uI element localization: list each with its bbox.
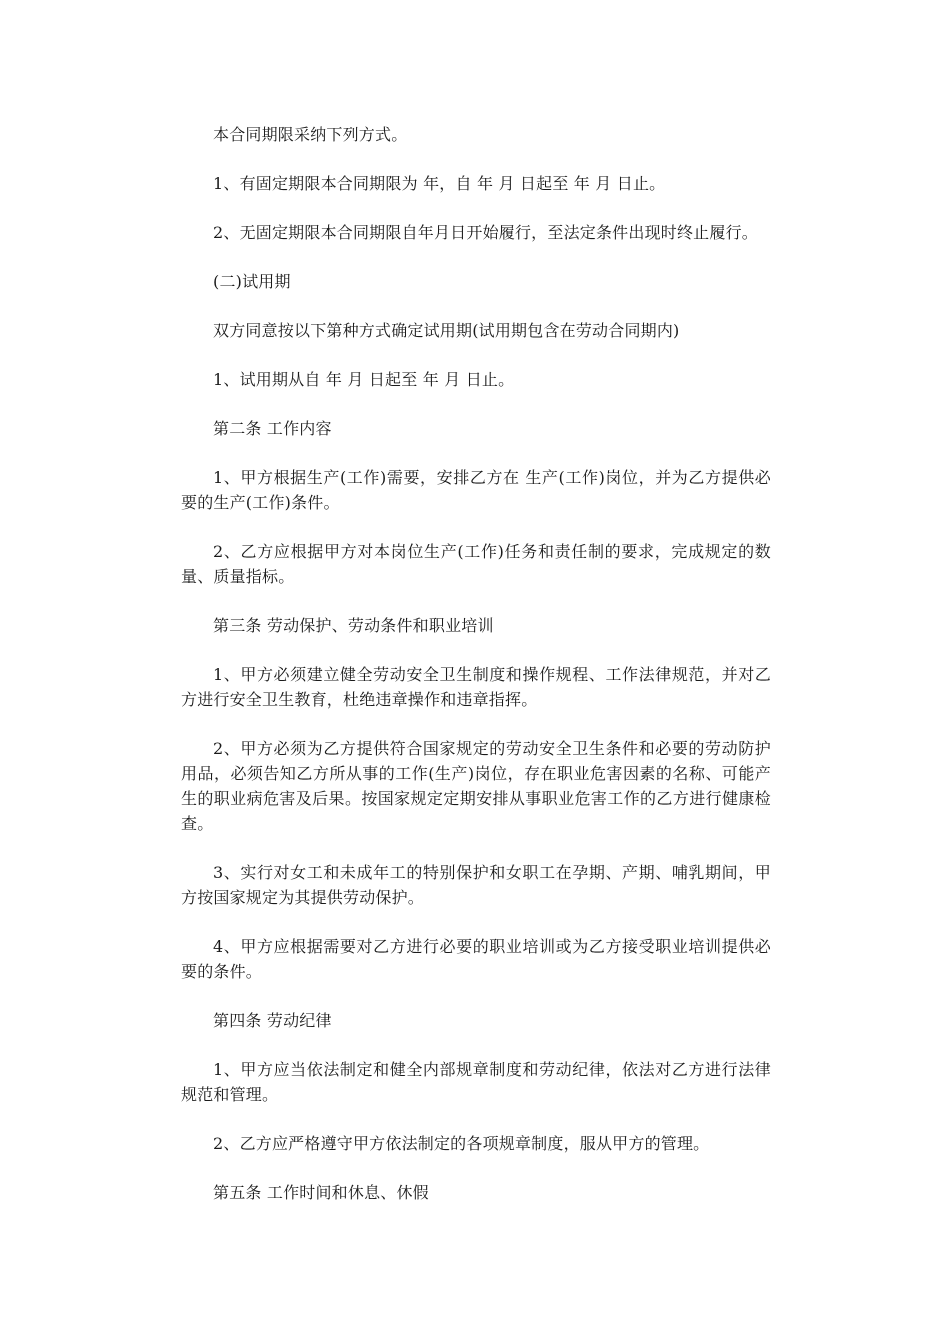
article-3-clause-2: 2、甲方必须为乙方提供符合国家规定的劳动安全卫生条件和必要的劳动防护用品，必须告知乙方所从事的工作(生产)岗位，存在职业危害因素的名称、可能产生的职业病危害及后果。按国家规定定期安排从事职业危害工作的乙方进行健康检查。	[181, 739, 771, 833]
article-4-clause-2: 2、乙方应严格遵守甲方依法制定的各项规章制度，服从甲方的管理。	[213, 1134, 710, 1153]
article-3-clause-1: 1、甲方必须建立健全劳动安全卫生制度和操作规程、工作法律规范，并对乙方进行安全卫生教育，杜绝违章操作和违章指挥。	[181, 665, 771, 709]
document-body	[181, 122, 771, 1229]
article-3-clause-3: 3、实行对女工和未成年工的特别保护和女职工在孕期、产期、哺乳期间，甲方按国家规定为其提供劳动保护。	[181, 863, 771, 907]
probation-heading: (二)试用期	[213, 272, 291, 291]
open-term-clause: 2、无固定期限本合同期限自年月日开始履行，至法定条件出现时终止履行。	[213, 223, 758, 242]
article-4-heading: 第四条 劳动纪律	[213, 1011, 332, 1030]
article-3-clause-4: 4、甲方应根据需要对乙方进行必要的职业培训或为乙方接受职业培训提供必要的条件。	[181, 937, 771, 981]
contract-term-intro: 本合同期限采纳下列方式。	[213, 125, 408, 144]
article-4-clause-1: 1、甲方应当依法制定和健全内部规章制度和劳动纪律，依法对乙方进行法律规范和管理。	[181, 1060, 771, 1104]
probation-clause-1: 1、试用期从自 年 月 日起至 年 月 日止。	[213, 370, 515, 389]
article-3-heading: 第三条 劳动保护、劳动条件和职业培训	[213, 616, 494, 635]
probation-intro: 双方同意按以下第种方式确定试用期(试用期包含在劳动合同期内)	[213, 321, 680, 340]
article-5-heading: 第五条 工作时间和休息、休假	[213, 1183, 429, 1202]
article-2-clause-1: 1、甲方根据生产(工作)需要，安排乙方在 生产(工作)岗位，并为乙方提供必要的生产(工作)条件。	[181, 468, 771, 512]
fixed-term-clause: 1、有固定期限本合同期限为 年，自 年 月 日起至 年 月 日止。	[213, 174, 666, 193]
article-2-clause-2: 2、乙方应根据甲方对本岗位生产(工作)任务和责任制的要求，完成规定的数量、质量指标。	[181, 542, 771, 586]
article-2-heading: 第二条 工作内容	[213, 419, 332, 438]
